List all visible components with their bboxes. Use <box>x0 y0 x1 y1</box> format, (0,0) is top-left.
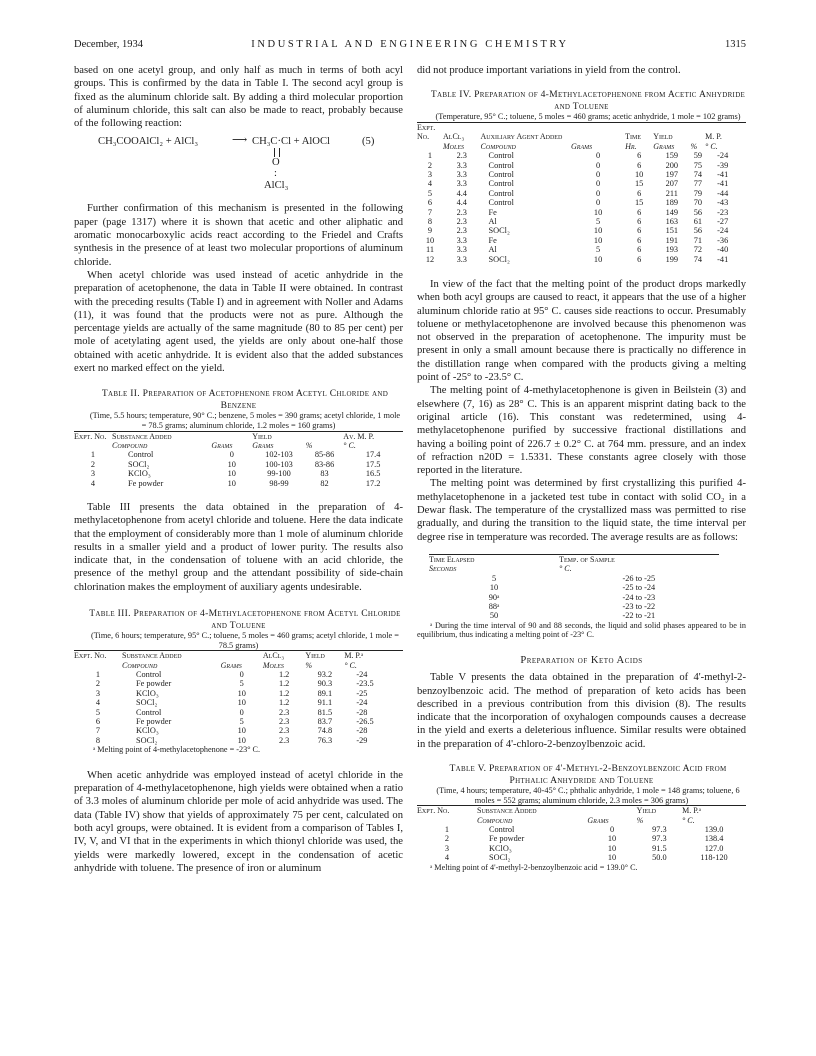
column-header: Auxiliary Agent Added <box>480 132 563 142</box>
unit-label: Moles <box>262 660 284 670</box>
table-iii <box>74 608 403 755</box>
column-header: M. P. <box>705 132 722 142</box>
column-header: Yield <box>305 651 325 661</box>
equation-oxygen: O <box>272 157 280 169</box>
table-iv <box>417 89 746 264</box>
column-header: M. P.ᵃ <box>682 806 701 816</box>
column-header: Yield <box>636 806 657 816</box>
unit-label: ° C. <box>559 564 572 574</box>
unit-label: Compound <box>122 660 158 670</box>
melting-point-table <box>417 554 746 640</box>
header-journal: INDUSTRIAL AND ENGINEERING CHEMISTRY <box>251 39 569 50</box>
table-row: 9 2.3 SOCl₂ 10 6 151 56 -24 <box>427 226 729 236</box>
unit-label: ° C. <box>344 660 357 670</box>
table-conditions: (Time, 6 hours; temperature, 95° C.; toluene, 5 moles = 460 grams; acetyl chloride, 1 mole = 78.5 grams) <box>90 631 399 650</box>
table-row: 7 2.3 Fe 10 6 149 56 -23 <box>427 207 729 217</box>
unit-label: Grams <box>211 440 233 450</box>
table-row: 2 Fe powder 5 1.2 90.3 -23.5 <box>95 679 374 689</box>
column-header: Yield <box>653 132 673 142</box>
table-conditions: (Time, 4 hours; temperature, 40-45° C.; phthalic anhydride, 1 mole = 148 grams; toluene, 6 moles = 552 grams; aluminum chloride, 2.3 moles = 306 grams) <box>436 786 740 805</box>
unit-label: Hr. <box>625 141 637 151</box>
column-header: Expt. No. <box>417 122 436 142</box>
unit-label: Compound <box>477 815 513 825</box>
unit-label: Compound <box>480 141 516 151</box>
table-caption: Table V. Preparation of 4'-Methyl-2-Benzoylbenzoic Acid from Phthalic Anhydride and Toluene <box>449 763 727 786</box>
equation-coordination-dots: : <box>274 168 277 180</box>
unit-label: % <box>636 815 644 825</box>
table-conditions: (Time, 5.5 hours; temperature, 90° C.; benzene, 5 moles = 390 grams; acetyl chloride, 1 mole = 78.5 grams; aluminum chloride, 1.2 moles = 160 grams) <box>89 411 401 430</box>
unit-label: Grams <box>653 141 675 151</box>
data-table <box>417 805 746 862</box>
column-header: Substance Added <box>477 806 537 816</box>
table-row: 10 3.3 Fe 10 6 191 71 -36 <box>425 235 729 245</box>
table-caption: Table II. Preparation of Acetophenone from Acetyl Chloride and Benzene <box>101 388 389 411</box>
paragraph: In view of the fact that the melting point of the product drops markedly when both acyl groups are caused to react, it appears that the use of a higher aluminum chloride ratio at 95° C. causes side reactions to occur. Presumably toluene or methylacetophenone are involved because this phenomenon was not observed in the preparation of acetophenone. The impurity must be present in only a small amount because there is practically no difference in the distillation range when compared with the products giving a melting point of -25° to -23.5° C. <box>417 278 746 384</box>
data-table <box>74 431 403 488</box>
paragraph: The melting point of 4-methylacetophenone is given in Beilstein (3) and elsewhere (7, 16) as 28° C. This is an apparent misprint dating back to the original article (16). This constant was redetermined, using 4-methylacetophenone purified by successive fractional distillations and having a boiling point of 226.7 ± 0.2° C. at 764 mm. pressure, and an index of refraction n20D = 1.5331. These constants agree closely with those reported in the literature. <box>417 385 746 477</box>
equation-reactants: CH₃COOAlCl₂ + AlCl₃ <box>98 136 199 148</box>
table-row: 6 Fe powder 5 2.3 83.7 -26.5 <box>95 717 374 727</box>
column-header: Expt. No. <box>417 806 450 816</box>
table-footnote: ᵃ Melting point of 4'-methyl-2-benzoylbenzoic acid = 139.0° C. <box>430 862 638 872</box>
table-row: 3 KClO₃ 10 91.5 127.0 <box>444 843 724 853</box>
table-v <box>417 763 746 872</box>
arrow-icon: ⟶ <box>232 135 248 147</box>
column-header: Substance Added <box>122 651 182 661</box>
table-row: 4 Fe powder 10 98-99 82 17.2 <box>90 478 381 488</box>
unit-label: Grams <box>220 660 242 670</box>
column-header: AlCl₃ <box>262 651 285 661</box>
table-row: 8 SOCl₂ 10 2.3 76.3 -29 <box>95 735 368 745</box>
equation-number: (5) <box>362 136 375 148</box>
table-row: 4 3.3 Control 0 15 207 77 -41 <box>427 179 729 189</box>
paragraph: did not produce important variations in yield from the control. <box>417 65 681 76</box>
data-table <box>74 650 403 745</box>
table-row: 5 4.4 Control 0 6 211 79 -44 <box>427 188 729 198</box>
table-row: 4 SOCl₂ 10 1.2 91.1 -24 <box>95 698 368 708</box>
table-row: 1 2.3 Control 0 6 159 59 -24 <box>427 151 729 161</box>
unit-label: ° C. <box>343 440 356 450</box>
table-row: 88ᵃ -23 to -22 <box>488 601 656 611</box>
table-caption: Table III. Preparation of 4-Methylacetophenone from Acetyl Chloride and Toluene <box>89 608 401 631</box>
equation-alcl3: AlCl₃ <box>264 180 289 192</box>
paragraph: based on one acetyl group, and only half as much in terms of both acyl groups. This is confirmed by the data in Table I. The second acyl group is fixed as the aluminum chloride salt. By adding a third molecular proportion of aluminum chloride, this salt can also be made to react, probably because of the following reaction: <box>74 65 403 130</box>
table-row: 5 Control 0 2.3 81.5 -28 <box>95 707 368 717</box>
table-row: 5 -26 to -25 <box>491 573 656 583</box>
header-date: December, 1934 <box>74 39 143 50</box>
column-header: Temp. of Sample <box>559 554 615 564</box>
column-header: Substance Added <box>112 431 172 441</box>
table-row: 2 Fe powder 10 97.3 138.4 <box>444 834 724 844</box>
unit-label: % <box>305 660 313 670</box>
equation-products: CH₃C·Cl + AlOCl <box>252 136 330 148</box>
unit-label: % <box>305 440 313 450</box>
section-heading: Preparation of Keto Acids <box>520 654 643 666</box>
table-row: 8 2.3 Al 5 6 163 61 -27 <box>427 216 729 226</box>
unit-label: Seconds <box>429 564 457 574</box>
column-header: Expt. No. <box>74 651 107 661</box>
unit-label: Grams <box>252 440 274 450</box>
paragraph: The melting point was determined by first crystallizing this purified 4-methylacetophenone in a jacketed test tube in contact with solid CO₂ in a Dewar flask. The temperature of the crystallized mass was permitted to rise gradually, and during the transition to the liquid state, the time interval per degree rise in temperature was recorded. The average results are as follows: <box>417 478 746 543</box>
table-row: 90ᵃ -24 to -23 <box>488 592 656 602</box>
unit-label: Moles <box>443 141 464 151</box>
column-header: Av. M. P. <box>343 431 375 441</box>
right-column <box>417 64 746 872</box>
table-footnote: ᵃ Melting point of 4-methylacetophenone = -23° C. <box>93 745 261 755</box>
paragraph: Table III presents the data obtained in the preparation of 4-methylacetophenone from acetyl chloride and toluene. Here the data indicate that the employment of considerably more than 1 mole of aluminum chloride results in a smaller yield and a product of lower purity. The results also indicate that, in the condensation of toluene with an acid chloride, the presence of the methyl group and the attendant possibility of side-chain chlorination makes the employment of auxiliary agents undesirable. <box>74 501 403 593</box>
paragraph: When acetyl chloride was used instead of acetic anhydride in the preparation of acetophenone, the data in Table II were obtained. In contrast with the preceding results (Table I) and in agreement with Noller and Adams (11), it was found that the products were not as pure. Although the percentage yields are actually of the same magnitude (80 to 85 per cent) per mole of acetylating agent used, the yields are only about one-half those obtained with acetic anhydride. It is evident also that the added substances exert no marked effect on the yield. <box>74 269 403 375</box>
paragraph: Table V presents the data obtained in the preparation of 4'-methyl-2-benzoylbenzoic acid. The method of preparation of keto acids has been described in a previous contribution from this division (8). The results indicate that the incorporation of oxyhalogen compounds causes a decrease in the yield and exerts a deleterious influence. Similar results were obtained in the preparation of 4'-chloro-2-benzoylbenzoic acid. <box>417 672 746 750</box>
table-row: 10 -25 to -24 <box>489 583 656 593</box>
data-table <box>429 554 719 621</box>
table-row: 1 Control 0 1.2 93.2 -24 <box>95 670 368 680</box>
table-row: 7 KClO₃ 10 2.3 74.8 -28 <box>95 726 368 736</box>
table-row: 6 4.4 Control 0 15 189 70 -43 <box>427 198 729 208</box>
unit-label: Grams <box>571 141 593 151</box>
column-header: Expt. No. <box>74 431 107 441</box>
column-header: Time Elapsed <box>429 554 475 564</box>
header-page-number: 1315 <box>725 39 746 50</box>
table-row: 1 Control 0 97.3 139.0 <box>444 825 724 835</box>
table-ii <box>74 388 403 488</box>
table-footnote: ᵃ During the time interval of 90 and 88 seconds, the liquid and solid phases appeared to be in equilibrium, thus indicating a melting point of -23° C. <box>417 620 746 640</box>
table-conditions: (Temperature, 95° C.; toluene, 5 moles = 460 grams; acetic anhydride, 1 mole = 102 grams) <box>435 112 741 122</box>
unit-label: Compound <box>112 440 148 450</box>
table-row: 50 -22 to -21 <box>489 611 656 621</box>
table-row: 1 Control 0 102-103 85-86 17.4 <box>90 450 381 460</box>
table-row: 11 3.3 Al 5 6 193 72 -40 <box>426 245 729 255</box>
column-header: Yield <box>252 431 272 441</box>
page-header <box>74 39 746 53</box>
table-row: 2 SOCl₂ 10 100-103 83-86 17.5 <box>90 459 381 469</box>
table-caption: Table IV. Preparation of 4-Methylacetophenone from Acetic Anhydride and Toluene <box>430 89 746 112</box>
column-header: Time <box>625 132 641 142</box>
unit-label: ° C. <box>705 141 718 151</box>
data-table <box>417 122 746 264</box>
left-column <box>74 64 403 875</box>
table-row: 3 KClO₃ 10 1.2 89.1 -25 <box>95 688 368 698</box>
table-row: 12 3.3 SOCl₂ 10 6 199 74 -41 <box>425 254 729 264</box>
unit-label: ° C. <box>682 815 695 825</box>
column-header: M. P.ᵃ <box>344 651 364 661</box>
paragraph: When acetic anhydride was employed instead of acetyl chloride in the preparation of 4-methylacetophenone, high yields were obtained when a ratio of 3.3 moles of aluminum chloride per mole of acid anhydride was used. The data (Table IV) show that yields of approximately 75 per cent, calculated on both acyl groups, were obtained. It is evident from a comparison of Tables I, IV, V, and VI that in the experiments in which thionyl chloride was used, the yields were markedly lowered, except in the condensation of acetic anhydride with toluene. The presence of iron or aluminum <box>74 769 403 874</box>
paragraph: Further confirmation of this mechanism is presented in the following paper (page 1317) where it is shown that acetic and other aliphatic and aromatic monocarboxylic acids react according to the Friedel and Crafts synthesis in the presence of at least two molecular proportions of aluminum chloride. <box>74 203 403 268</box>
unit-label: % <box>690 141 698 151</box>
table-row: 4 SOCl₂ 10 50.0 118-120 <box>444 853 728 863</box>
table-row: 3 KClO₃ 10 99-100 83 16.5 <box>90 469 381 479</box>
table-row: 2 3.3 Control 0 6 200 75 -39 <box>427 160 729 170</box>
unit-label: Grams <box>587 815 609 825</box>
table-row: 3 3.3 Control 0 10 197 74 -41 <box>427 169 729 179</box>
reaction-equation <box>74 130 403 194</box>
column-header: AlCl₃ <box>443 132 465 142</box>
